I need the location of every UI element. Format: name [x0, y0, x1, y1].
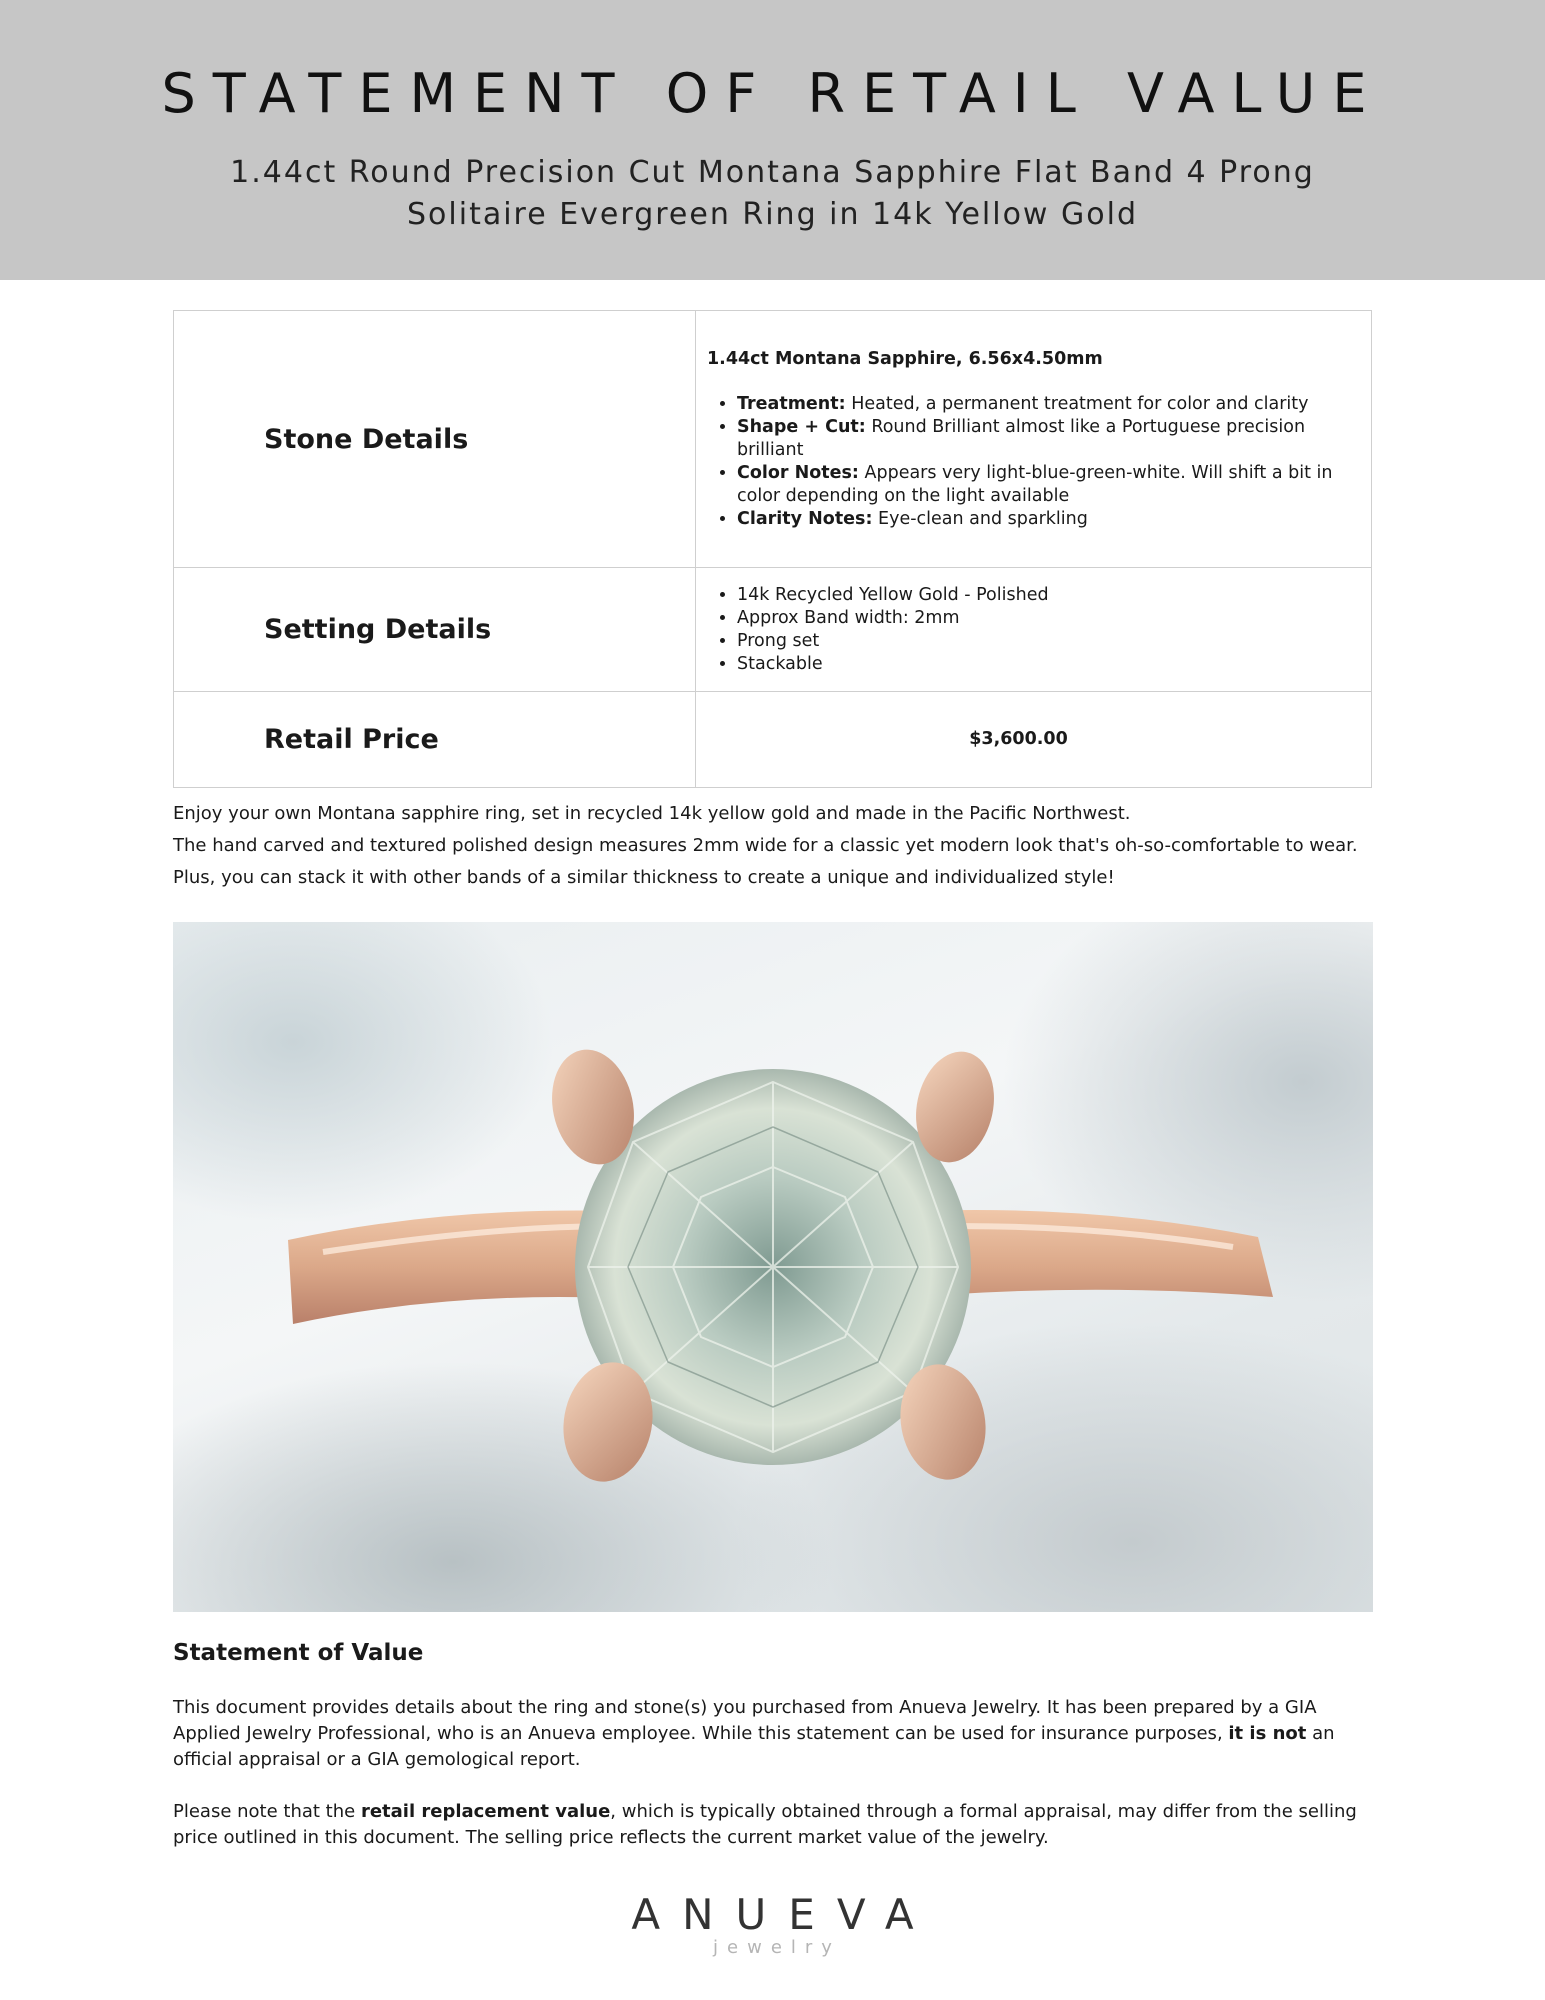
list-item: • Prong set [737, 630, 1341, 653]
setting-details-list [707, 584, 1341, 676]
stone-details-value [696, 311, 1372, 568]
description-line: Enjoy your own Montana sapphire ring, set in recycled 14k yellow gold and made in the Pacific Northwest. [173, 803, 1131, 824]
item-text: Eye-clean and sparkling [872, 508, 1088, 529]
document-title: STATEMENT OF RETAIL VALUE [161, 62, 1384, 125]
brand-logo [0, 1892, 1545, 1958]
list-item [737, 393, 1341, 416]
statement-body [173, 1695, 1373, 1877]
statement-text: Please note that the [173, 1801, 361, 1822]
ring-photo [173, 922, 1373, 1612]
retail-price-value: $3,600.00 [696, 692, 1372, 788]
stone-details-label: Stone Details [174, 311, 696, 568]
statement-text: , which is typically obtained through a formal appraisal, may differ from the selling price outlined in this document. The selling price reflects the current market value of the jewelry. [173, 1801, 1357, 1848]
item-key: Treatment: [737, 393, 846, 414]
setting-details-value [696, 568, 1372, 692]
statement-heading: Statement of Value [173, 1640, 424, 1666]
stone-title: 1.44ct Montana Sapphire, 6.56x4.50mm [707, 348, 1103, 369]
statement-paragraph [173, 1695, 1373, 1773]
list-item [737, 416, 1341, 462]
details-table [173, 310, 1372, 788]
product-description [173, 798, 1383, 894]
item-text: Appears very light-blue-green-white. Will shift a bit in color depending on the light available [737, 462, 1333, 506]
item-text: Round Brilliant almost like a Portuguese precision brilliant [737, 416, 1306, 460]
statement-emphasis: it is not [1228, 1723, 1307, 1744]
item-key: Color Notes: [737, 462, 859, 483]
statement-text: This document provides details about the ring and stone(s) you purchased from Anueva Jewelry. It has been prepared by a GIA Applied Jewelry Professional, who is an Anueva employee. While this statement can be used for insurance purposes, [173, 1697, 1317, 1744]
statement-text: an official appraisal or a GIA gemological report. [173, 1723, 1335, 1770]
retail-price-label: Retail Price [174, 692, 696, 788]
setting-details-label: Setting Details [174, 568, 696, 692]
ring-illustration [173, 922, 1373, 1612]
list-item: • Stackable [737, 653, 1341, 676]
product-title: 1.44ct Round Precision Cut Montana Sapphire Flat Band 4 Prong Solitaire Evergreen Ring in 14k Yellow Gold [230, 155, 1315, 232]
description-line: The hand carved and textured polished design measures 2mm wide for a classic yet modern look that's oh-so-comfortable to wear. Plus, you can stack it with other bands of a similar thickness to create a unique and individualized style! [173, 835, 1358, 888]
statement-emphasis: retail replacement value [360, 1801, 611, 1822]
list-item [737, 462, 1341, 508]
stone-details-list [707, 393, 1341, 531]
header-banner [0, 0, 1545, 280]
item-key: Shape + Cut: [737, 416, 866, 437]
stone-details-row [174, 311, 1372, 568]
list-item: • Approx Band width: 2mm [737, 607, 1341, 630]
item-text: Heated, a permanent treatment for color and clarity [845, 393, 1309, 414]
brand-tagline: jewelry [713, 1937, 841, 1958]
retail-price-row [174, 692, 1372, 788]
list-item [737, 508, 1341, 531]
statement-paragraph [173, 1799, 1373, 1851]
brand-name: ANUEVA [631, 1890, 936, 1939]
list-item: • 14k Recycled Yellow Gold - Polished [737, 584, 1341, 607]
item-key: Clarity Notes: [737, 508, 873, 529]
setting-details-row [174, 568, 1372, 692]
